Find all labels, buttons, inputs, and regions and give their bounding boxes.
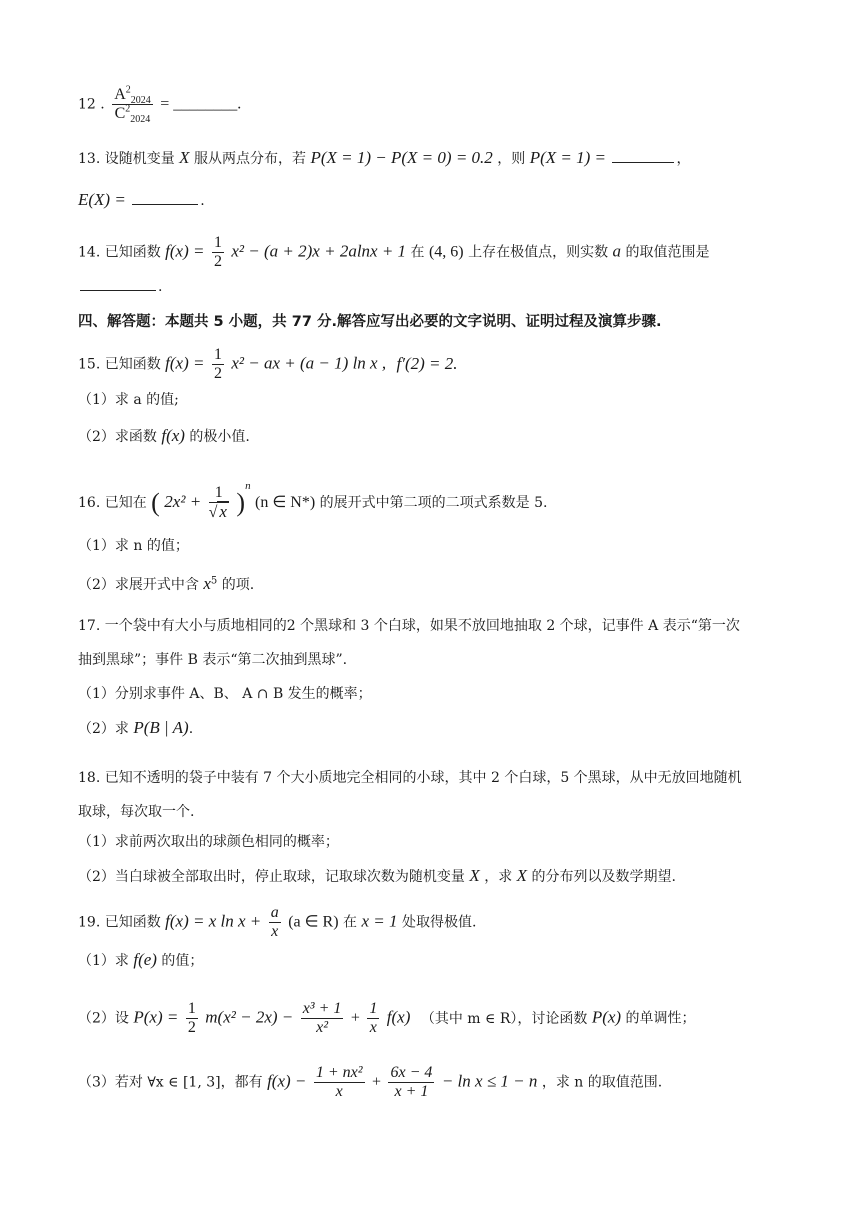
question-18-part2: （2）当白球被全部取出时，停止取球，记取球次数为随机变量 X ，求 X 的分布列以及数学期望. xyxy=(78,866,676,885)
fraction: $\frac{6x - 4}{x + 1}$ xyxy=(390,1064,433,1100)
question-13-line2: E(X) = . xyxy=(78,190,205,209)
fraction: $\frac{a}{x}$ xyxy=(270,904,279,940)
fraction: $\frac{\text{x³ + 1}}{\text{x²}}$ xyxy=(302,1000,342,1036)
answer-blank xyxy=(80,276,156,291)
question-18: 18. 已知不透明的袋子中装有 7 个大小质地完全相同的小球，其中 2 个白球，5 个黑球，从中无放回地随机 xyxy=(78,770,742,786)
expectation-expression: E(X) = xyxy=(78,190,126,209)
probability-expression: P(X = 1) − P(X = 0) = 0.2 xyxy=(310,148,493,167)
question-17: 17. 一个袋中有大小与质地相同的2 个黑球和 3 个白球，如果不放回地抽取 2 个球，记事件 A 表示“第一次 xyxy=(78,618,740,634)
question-19-part1: （1）求 f(e) 的值； xyxy=(78,950,204,969)
question-14: 14. 已知函数 f(x) = $\frac{1}{2}$ x² − (a + 2)x + 2alnx + 1 在 (4, 6) 上存在极值点，则实数 a 的取值范围是 xyxy=(78,234,710,270)
question-19-part3: （3）若对 ∀x ∈ [1, 3]，都有 f(x) − $\frac{\text{1 + nx²}}{x}$ + $\frac{6x - 4}{x + 1}$ − ln x ≤ 1 − n ，求 n 的取值范围. xyxy=(78,1064,663,1100)
question-17-part2: （2）求 P(B | A). xyxy=(78,718,194,737)
answer-blank xyxy=(612,148,674,163)
question-17-line2: 抽到黑球”；事件 B 表示“第二次抽到黑球”. xyxy=(78,652,348,668)
question-18-part1: （1）求前两次取出的球颜色相同的概率； xyxy=(78,834,339,850)
answer-blank: = ________. xyxy=(160,95,242,113)
question-16: 16. 已知在 ( 2x² + $\frac{1}{√ x}$ )$^n$ (n ∈ N*) 的展开式中第二项的二项式系数是 5. xyxy=(78,480,548,521)
answer-blank xyxy=(132,190,198,205)
question-number: 12 xyxy=(78,96,96,113)
question-13: 13. 设随机变量 X 服从两点分布，若 P(X = 1) − P(X = 0) = 0.2 ，则 P(X = 1) = ， xyxy=(78,148,691,167)
question-18-line2: 取球，每次取一个. xyxy=(78,804,195,820)
section-heading: 四、解答题：本题共 5 小题，共 77 分.解答应写出必要的文字说明、证明过程及演算步骤. xyxy=(78,314,662,330)
question-16-part2: （2）求展开式中含 $x^5$ 的项. xyxy=(78,574,255,593)
question-14-line2: . xyxy=(78,276,162,297)
question-19: 19. 已知函数 f(x) = x ln x + $\frac{a}{x}$ (a ∈ R) 在 x = 1 处取得极值. xyxy=(78,904,477,940)
fraction: $\frac{\text{1 + nx²}}{x}$ xyxy=(315,1064,363,1100)
question-15-part2: （2）求函数 f(x) 的极小值. xyxy=(78,426,250,445)
question-15: 15. 已知函数 f(x) = $\frac{1}{2}$ x² − ax + (a − 1) ln x , f′(2) = 2. xyxy=(78,346,458,382)
question-12: 12 . $\frac{A^2_{2024}}{C^2_{2024}}$ = ________. xyxy=(78,84,242,126)
fraction: $\frac{1}{2}$ xyxy=(213,234,222,270)
fraction: $\frac{1}{2}$ xyxy=(213,346,222,382)
fraction: $\frac{1}{√ x}$ xyxy=(208,484,227,521)
fraction: $\frac{1}{x}$ xyxy=(369,1000,378,1036)
fraction: $\frac{A^2_{2024}}{C^2_{2024}}$ xyxy=(114,84,151,126)
question-15-part1: （1）求 a 的值; xyxy=(78,392,179,408)
question-16-part1: （1）求 n 的值； xyxy=(78,538,189,554)
question-17-part1: （1）分别求事件 A、B、 A ∩ B 发生的概率； xyxy=(78,686,372,702)
fraction: $\frac{1}{2}$ xyxy=(187,1000,196,1036)
question-19-part2: （2）设 P(x) = $\frac{1}{2}$ m(x² − 2x) − $\frac{\text{x³ + 1}}{\text{x²}}$ + $\frac{1}{x}$ f(x) （其中 m ∈ R），讨论函数 P(x) 的单调性； xyxy=(78,1000,696,1036)
